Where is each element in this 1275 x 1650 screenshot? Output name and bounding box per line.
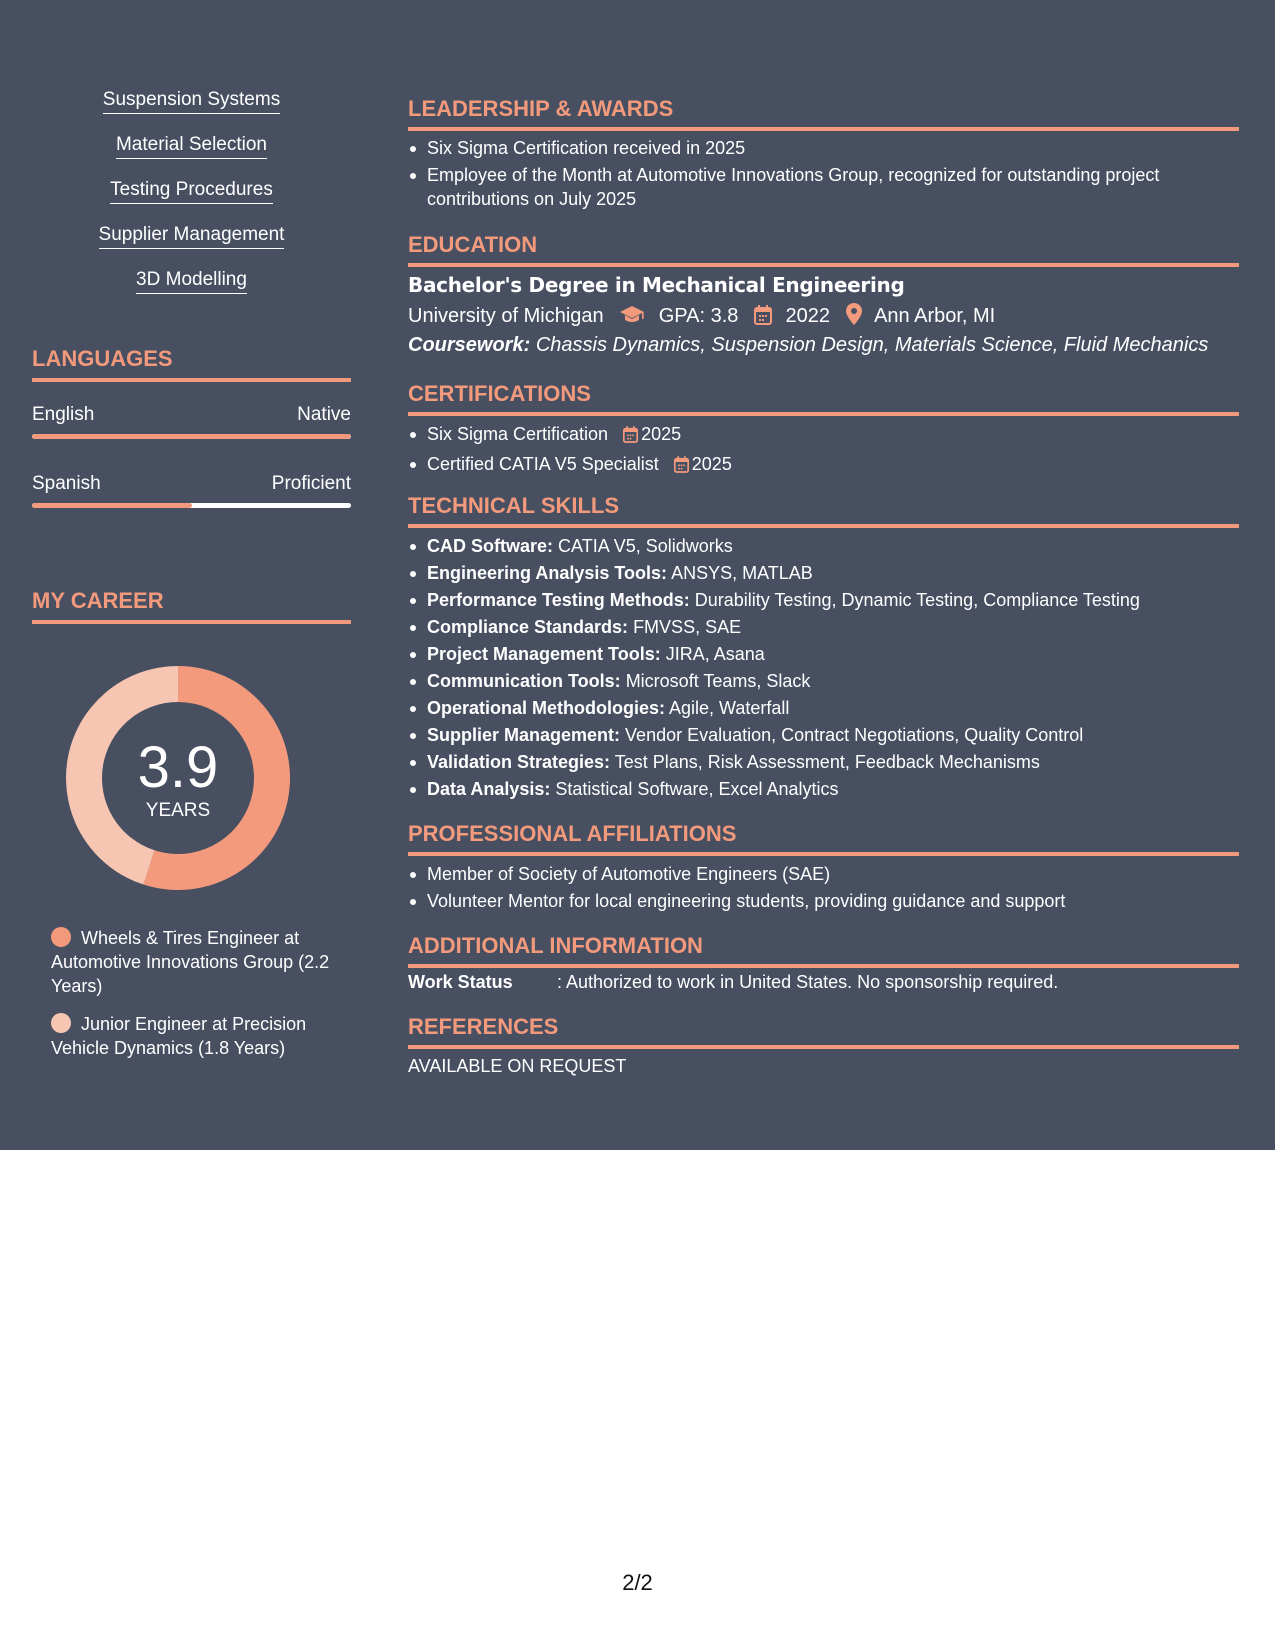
degree-title: Bachelor's Degree in Mechanical Engineering bbox=[408, 273, 905, 297]
technical-skill-label: Engineering Analysis Tools: bbox=[427, 563, 668, 583]
technical-skill-label: Performance Testing Methods: bbox=[427, 590, 690, 610]
language-name: Spanish bbox=[32, 473, 101, 494]
leadership-heading: LEADERSHIP & AWARDS bbox=[408, 96, 1239, 131]
references-heading: REFERENCES bbox=[408, 1014, 1239, 1049]
sidebar bbox=[32, 0, 351, 1150]
language-bar bbox=[32, 434, 351, 439]
technical-skill-item bbox=[408, 561, 1239, 585]
skill-item bbox=[32, 133, 351, 178]
language-level: Native bbox=[297, 404, 351, 425]
gpa: GPA: 3.8 bbox=[658, 305, 739, 327]
career-years-unit: YEARS bbox=[145, 800, 211, 821]
technical-skills-heading: TECHNICAL SKILLS bbox=[408, 493, 1239, 528]
additional-info-heading: ADDITIONAL INFORMATION bbox=[408, 933, 1239, 968]
career-heading: MY CAREER bbox=[32, 588, 351, 624]
skill-label: Material Selection bbox=[116, 133, 267, 159]
skill-label: Testing Procedures bbox=[110, 178, 273, 204]
language-bar-fill bbox=[32, 434, 351, 439]
technical-skill-value: Durability Testing, Dynamic Testing, Compliance Testing bbox=[694, 590, 1140, 610]
technical-skill-value: Statistical Software, Excel Analytics bbox=[555, 779, 839, 799]
list-item: Volunteer Mentor for local engineering students, providing guidance and support bbox=[408, 889, 1239, 913]
education-heading: EDUCATION bbox=[408, 232, 1239, 267]
language-level: Proficient bbox=[271, 473, 351, 494]
technical-skill-value: Agile, Waterfall bbox=[669, 698, 790, 718]
main-content bbox=[408, 0, 1239, 1150]
calendar-icon bbox=[754, 305, 772, 331]
affiliations-heading: PROFESSIONAL AFFILIATIONS bbox=[408, 821, 1239, 856]
work-status-value: : Authorized to work in United States. No sponsorship required. bbox=[557, 972, 1059, 992]
career-donut-chart bbox=[66, 666, 290, 890]
certifications-heading: CERTIFICATIONS bbox=[408, 381, 1239, 416]
career-legend-label: Wheels & Tires Engineer at Automotive Innovations Group (2.2 Years) bbox=[51, 928, 330, 996]
skill-item bbox=[32, 178, 351, 223]
technical-skill-item bbox=[408, 723, 1239, 747]
list-item: Member of Society of Automotive Engineers (SAE) bbox=[408, 862, 1239, 886]
affiliations-list bbox=[408, 862, 1239, 916]
coursework-label: Coursework: bbox=[408, 334, 531, 356]
certification-year: 2025 bbox=[641, 424, 682, 444]
legend-dot-icon bbox=[51, 1013, 71, 1033]
certification-name: Certified CATIA V5 Specialist bbox=[427, 454, 659, 474]
language-row-spanish bbox=[32, 473, 351, 509]
school-name: University of Michigan bbox=[408, 305, 604, 327]
certification-name: Six Sigma Certification bbox=[427, 424, 609, 444]
technical-skill-value: FMVSS, SAE bbox=[633, 617, 742, 637]
list-item: Employee of the Month at Automotive Innovations Group, recognized for outstanding project contributions on July 2025 bbox=[408, 163, 1239, 211]
technical-skill-item bbox=[408, 696, 1239, 720]
technical-skill-item bbox=[408, 642, 1239, 666]
certifications-list bbox=[408, 422, 1239, 482]
career-legend-item bbox=[51, 1012, 341, 1060]
certification-item bbox=[408, 422, 1239, 449]
skill-item bbox=[32, 88, 351, 133]
technical-skill-label: Operational Methodologies: bbox=[427, 698, 666, 718]
education-details bbox=[408, 303, 995, 331]
technical-skill-label: CAD Software: bbox=[427, 536, 554, 556]
work-status-label: Work Status bbox=[408, 972, 513, 992]
technical-skill-item bbox=[408, 750, 1239, 774]
language-name: English bbox=[32, 404, 95, 425]
language-bar bbox=[32, 503, 351, 508]
coursework-list: Chassis Dynamics, Suspension Design, Materials Science, Fluid Mechanics bbox=[535, 334, 1209, 356]
technical-skill-value: Vendor Evaluation, Contract Negotiations, Quality Control bbox=[625, 725, 1084, 745]
technical-skill-value: JIRA, Asana bbox=[665, 644, 765, 664]
technical-skill-item bbox=[408, 669, 1239, 693]
leadership-list bbox=[408, 136, 1239, 214]
language-bar-fill bbox=[32, 503, 192, 508]
career-total-years: 3.9 bbox=[137, 735, 219, 800]
coursework bbox=[408, 334, 1208, 357]
skills-list bbox=[32, 88, 351, 313]
skill-label: Suspension Systems bbox=[103, 88, 280, 114]
technical-skill-label: Validation Strategies: bbox=[427, 752, 611, 772]
location-pin-icon bbox=[846, 303, 862, 331]
calendar-icon bbox=[674, 455, 689, 479]
technical-skill-item bbox=[408, 534, 1239, 558]
references-text: AVAILABLE ON REQUEST bbox=[408, 1056, 627, 1076]
certification-year: 2025 bbox=[691, 454, 732, 474]
career-legend-label: Junior Engineer at Precision Vehicle Dynamics (1.8 Years) bbox=[51, 1014, 307, 1058]
legend-dot-icon bbox=[51, 927, 71, 947]
graduation-cap-icon bbox=[619, 305, 645, 331]
skill-label: 3D Modelling bbox=[136, 268, 247, 294]
certification-item bbox=[408, 452, 1239, 479]
technical-skill-label: Compliance Standards: bbox=[427, 617, 629, 637]
technical-skill-label: Supplier Management: bbox=[427, 725, 621, 745]
career-legend-item bbox=[51, 926, 341, 998]
languages-heading: LANGUAGES bbox=[32, 346, 351, 382]
technical-skill-label: Communication Tools: bbox=[427, 671, 621, 691]
technical-skill-label: Data Analysis: bbox=[427, 779, 551, 799]
technical-skill-item bbox=[408, 615, 1239, 639]
technical-skill-value: ANSYS, MATLAB bbox=[671, 563, 813, 583]
language-row-english bbox=[32, 404, 351, 440]
technical-skill-item bbox=[408, 588, 1239, 612]
skill-item bbox=[32, 223, 351, 268]
technical-skill-label: Project Management Tools: bbox=[427, 644, 661, 664]
technical-skill-value: Microsoft Teams, Slack bbox=[625, 671, 811, 691]
technical-skill-value: Test Plans, Risk Assessment, Feedback Mechanisms bbox=[614, 752, 1040, 772]
list-item: Six Sigma Certification received in 2025 bbox=[408, 136, 1239, 160]
technical-skill-value: CATIA V5, Solidworks bbox=[558, 536, 733, 556]
page-number: 2/2 bbox=[622, 1570, 653, 1595]
skill-item bbox=[32, 268, 351, 313]
calendar-icon bbox=[623, 425, 638, 449]
technical-skill-item bbox=[408, 777, 1239, 801]
technical-skills-list bbox=[408, 534, 1239, 804]
school-location: Ann Arbor, MI bbox=[874, 305, 996, 327]
graduation-year: 2022 bbox=[785, 305, 831, 327]
skill-label: Supplier Management bbox=[99, 223, 285, 249]
